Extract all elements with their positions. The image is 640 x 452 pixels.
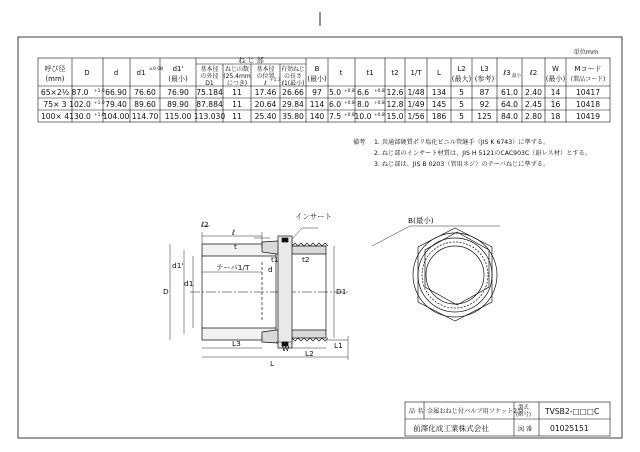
header-l2: ℓ2 <box>529 69 538 77</box>
header-thread-position: 基本径 <box>256 66 275 73</box>
header-d1-tolerance: ±0.08 <box>149 67 164 72</box>
title-type-label-sub: (略号) <box>516 412 531 418</box>
table-cell-D: 87.0 <box>71 88 89 97</box>
header-thread-basic-dia: 基本径 <box>200 66 219 73</box>
end-view-detail <box>372 226 500 321</box>
hex-section <box>278 236 292 348</box>
table-cell-d1: 76.60 <box>134 88 156 97</box>
header-thread-basic-dia-2: の外径 <box>200 73 219 80</box>
header-thread-position-3: ℓ <box>264 80 267 87</box>
label-taper: テーパ1/T <box>216 263 250 272</box>
table-cell-tolerance: +0.8 <box>344 113 355 118</box>
header-thread-basic-dia-3: D1 <box>205 80 214 87</box>
label-B: B(最小) <box>408 216 434 225</box>
label-L1: L1 <box>334 341 343 350</box>
table-cell-taper: 1/48 <box>407 88 425 97</box>
gasket-upper <box>282 238 288 242</box>
insert-lower <box>262 330 326 344</box>
label-L: L <box>270 359 275 368</box>
label-L3: L3 <box>232 339 241 348</box>
section-view <box>190 236 348 348</box>
table-cell-d: 66.90 <box>105 88 127 97</box>
label-d1: d1 <box>184 279 194 288</box>
table-cell-D: 102.0 <box>69 100 91 109</box>
title-type-label: 型式 <box>518 405 529 411</box>
header-d1p-min: (最小) <box>168 75 188 83</box>
hex-outline <box>425 232 489 305</box>
table-cell-L2: 5 <box>459 100 464 109</box>
section-labels <box>163 212 347 368</box>
header-thread-tolerance: +1.3 <box>270 78 281 83</box>
table-cell-t: 6.0 <box>328 100 342 109</box>
notes <box>353 138 591 168</box>
table-cell-L3: 125 <box>477 112 492 121</box>
title-name-label: 品 名 <box>409 408 424 415</box>
table-cell-nominal: 75× 3 <box>43 100 67 109</box>
unit-label: 単位mm <box>573 49 598 56</box>
table-cell-mcode: 10417 <box>575 88 601 97</box>
header-t1: t1 <box>366 69 374 77</box>
header-thread-count-2: (25.4mm <box>223 73 251 80</box>
label-t1: t1 <box>271 255 279 264</box>
table-cell-W: 18 <box>550 112 561 121</box>
table-cell-w3: 64.0 <box>501 100 518 109</box>
bore-ring <box>426 246 484 304</box>
thread-ring-inner <box>422 242 488 308</box>
sheet-frame <box>18 37 622 438</box>
thread-profile-upper <box>292 243 328 246</box>
header-thread-effective-3: ℓ1(最小) <box>281 80 305 87</box>
table-cell-tolerance: +0.8 <box>374 113 385 118</box>
table-cell-mcode: 10419 <box>575 112 601 121</box>
header-l3: ℓ3 <box>503 69 511 77</box>
table-cell-taper: 1/56 <box>407 112 425 121</box>
table-cell-tolerance: +0.8 <box>344 89 355 94</box>
header-B-min: (最小) <box>307 75 327 83</box>
table-cell-W: 14 <box>550 88 561 97</box>
label-D: D <box>163 287 169 296</box>
title-name: 金属おねじ付バルブ用ソケット2型 <box>427 408 524 415</box>
table-cell-D1: 75.184 <box>196 88 223 97</box>
table-cell-tolerance: +0.8 <box>374 101 385 106</box>
header-taper: 1/T <box>410 69 422 77</box>
table-cell-d: 79.40 <box>105 100 127 109</box>
table-cell-tolerance: +1.0 <box>94 101 105 106</box>
table-cell-t: 7.5 <box>328 112 342 121</box>
outer-ring <box>413 233 497 317</box>
header-nominal-unit: (mm) <box>45 75 65 83</box>
table-cell-threads: 11 <box>232 100 242 109</box>
title-drawing-no: 01025151 <box>550 424 589 433</box>
table-cell-threads: 11 <box>232 112 242 121</box>
header-d1: d1 <box>136 69 146 77</box>
label-d1p: d1' <box>172 261 184 270</box>
table-cell-mcode: 10418 <box>575 100 601 109</box>
table-cell-l2: 2.40 <box>525 88 542 97</box>
table-cell-t1: 10.0 <box>354 112 372 121</box>
header-D: D <box>84 69 90 77</box>
insert-upper <box>262 240 326 254</box>
table-cell-t1: 6.6 <box>356 88 370 97</box>
title-type: TVSB2-□□□C <box>545 407 600 416</box>
title-drawing-no-label: 図 番 <box>518 426 533 433</box>
table-cell-d: 104.00 <box>102 112 130 121</box>
table-cell-D1: 113.030 <box>193 112 226 121</box>
table-cell-l: 17.46 <box>254 88 277 97</box>
table-cell-w3: 61.0 <box>501 88 518 97</box>
B-dimension-line <box>372 226 410 246</box>
header-t: t <box>339 69 343 77</box>
table-cell-B: 114 <box>309 100 325 109</box>
header-thread-effective: 有効ねじ <box>280 66 306 73</box>
header-L2: L2 <box>457 65 466 73</box>
header-thread-position-2: の位置 <box>256 73 275 80</box>
label-L2: L2 <box>305 349 314 358</box>
header-L2-max: (最大) <box>451 75 472 83</box>
table-body <box>41 88 600 121</box>
table-cell-tolerance: +0.8 <box>374 89 385 94</box>
header-L3: L3 <box>480 65 489 73</box>
table-cell-w3: 84.0 <box>501 112 518 121</box>
table-header <box>45 56 606 88</box>
table-cell-d1: 114.70 <box>131 112 159 121</box>
table-cell-l1: 35.80 <box>282 112 304 121</box>
header-mcode: Mコード <box>574 65 602 73</box>
table-cell-t2: 12.6 <box>386 88 404 97</box>
table-cell-d1p: 76.90 <box>167 88 189 97</box>
table-cell-l1: 29.84 <box>282 100 304 109</box>
label-d: d <box>268 265 273 274</box>
label-insert: インサート <box>295 212 332 221</box>
table-cell-l2: 2.45 <box>525 100 542 109</box>
header-L: L <box>437 69 441 77</box>
table-cell-W: 16 <box>550 100 561 109</box>
table-cell-t1: 8.0 <box>356 100 370 109</box>
table-cell-B: 140 <box>309 112 325 121</box>
table-cell-L: 186 <box>431 112 447 121</box>
table-cell-tolerance: +0.8 <box>344 101 355 106</box>
header-thread-effective-2: の長さ <box>283 73 303 80</box>
table-cell-t: 5.0 <box>328 88 342 97</box>
label-D1: D1 <box>336 287 347 296</box>
label-W: W <box>282 344 290 353</box>
header-thread-count-3: につき) <box>226 80 248 87</box>
table-cell-l: 25.40 <box>254 112 277 121</box>
header-thread-group: ね じ 部 <box>238 56 264 65</box>
table-cell-d1: 89.60 <box>134 100 156 109</box>
table-cell-t2: 12.8 <box>386 100 404 109</box>
table-cell-D1: 87.884 <box>196 100 223 109</box>
header-l3-sub: 最小 <box>512 74 522 79</box>
label-l2: ℓ2 <box>201 220 209 229</box>
header-t2: t2 <box>391 69 399 77</box>
note-item: 2. ねじ部のインサート材質は、JIS H 5121のCAC903C（鉛レス材）とする。 <box>374 150 591 157</box>
header-W-min: (最小) <box>545 75 566 83</box>
table-cell-tolerance: +1.0 <box>94 113 105 118</box>
header-mcode-sub: (製品コード) <box>570 76 606 83</box>
table-cell-l: 20.64 <box>254 100 277 109</box>
table-cell-nominal: 65×2½ <box>40 88 70 97</box>
label-t2: t2 <box>302 255 310 264</box>
table-cell-L2: 5 <box>459 112 464 121</box>
table-cell-taper: 1/49 <box>407 100 425 109</box>
header-L3-ref: (参考) <box>474 75 495 83</box>
table-cell-L: 134 <box>431 88 447 97</box>
table-cell-l1: 26.66 <box>282 88 304 97</box>
table-cell-nominal: 100× 4 <box>40 112 70 121</box>
note-item: 3. ねじ部は、JIS B 0203（管用ネジ）のテーパねじに準ずる。 <box>374 161 550 168</box>
table-cell-L3: 87 <box>479 88 490 97</box>
label-l: ℓ <box>232 228 236 237</box>
header-d: d <box>113 69 119 77</box>
table-cell-d1p: 89.90 <box>167 100 189 109</box>
table-cell-threads: 11 <box>232 88 242 97</box>
table-cell-tolerance: +1.0 <box>94 89 105 94</box>
thread-profile-lower <box>292 338 328 341</box>
notes-heading: 備考 <box>353 139 366 146</box>
end-view <box>425 232 489 305</box>
table-cell-t2: 15.0 <box>386 112 404 121</box>
header-nominal: 呼び径 <box>44 65 66 73</box>
header-W: W <box>552 65 559 73</box>
table-cell-B: 97 <box>312 88 322 97</box>
note-item: 1. 共通部硬質ポリ塩化ビニル管継手（JIS K 6743）に準ずる。 <box>374 139 550 146</box>
table-cell-L3: 92 <box>479 100 490 109</box>
label-t: t <box>234 242 237 251</box>
table-cell-D: 130.0 <box>69 112 91 121</box>
header-d1p: d1' <box>172 65 184 73</box>
table-cell-L2: 5 <box>459 88 464 97</box>
title-company: 前澤化成工業株式会社 <box>413 424 489 433</box>
header-B: B <box>314 65 320 73</box>
table-cell-d1p: 115.00 <box>164 112 192 121</box>
table-cell-l2: 2.80 <box>525 112 542 121</box>
thread-ring-outer <box>418 238 492 312</box>
table-cell-L: 145 <box>431 100 447 109</box>
header-thread-count: ねじ山数 <box>224 66 250 73</box>
